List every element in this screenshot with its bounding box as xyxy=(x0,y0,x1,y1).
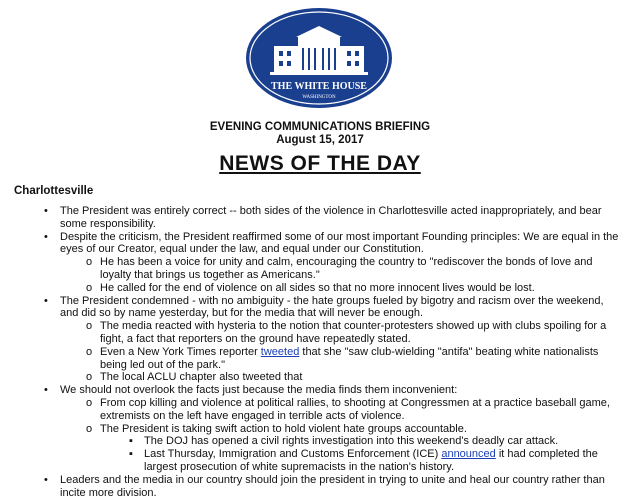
bullet-marker: • xyxy=(44,294,48,307)
bullet-marker: o xyxy=(86,422,93,435)
bullet-marker: • xyxy=(44,473,48,486)
list-item-text: He has been a voice for unity and calm, encouraging the country to "rediscover the bonds of love and loyalty that brings us together as Americans." xyxy=(100,256,593,281)
list-item xyxy=(0,435,640,448)
list-item-text: The President condemned - with no ambiguity - the hate groups fueled by bigotry and racism over the weekend, and did so by name yesterday, but for the media that will never be enough. xyxy=(60,294,604,320)
list-item-text: Last Thursday, Immigration and Customs Enforcement (ICE) xyxy=(144,448,442,461)
list-item xyxy=(0,474,640,499)
bullet-marker: o xyxy=(86,396,93,409)
list-item xyxy=(0,346,640,372)
list-item xyxy=(0,384,640,397)
white-house-seal xyxy=(244,6,394,110)
headline: NEWS OF THE DAY xyxy=(219,152,421,175)
list-item xyxy=(0,295,640,321)
seal-subtitle: WASHINGTON xyxy=(302,95,336,100)
list-item-text: We should not overlook the facts just because the media finds them inconvenient: xyxy=(60,384,458,397)
list-item xyxy=(0,423,640,436)
list-item xyxy=(0,256,640,282)
bullet-marker: • xyxy=(44,230,48,243)
bullet-marker: o xyxy=(86,281,93,294)
list-item-text: The media reacted with hysteria to the notion that counter-protesters showed up with clubs spoiling for a fight, a fact that reporters on the ground have repeatedly stated. xyxy=(100,320,607,345)
list-item xyxy=(0,397,640,423)
section-heading: Charlottesville xyxy=(14,185,94,197)
briefing-title: EVENING COMMUNICATIONS BRIEFING xyxy=(209,121,431,133)
seal-title: THE WHITE HOUSE xyxy=(271,81,367,92)
list-item xyxy=(0,320,640,346)
briefing-date: August 15, 2017 xyxy=(276,134,364,146)
list-item-text: The local ACLU chapter also tweeted that xyxy=(100,371,303,384)
list-item-text: Despite the criticism, the President reaffirmed some of our most important Founding principles: We are equal in the eyes of our Creator, equal under the law, and equal under our Constitution. xyxy=(60,230,619,256)
announced-link[interactable]: announced xyxy=(441,448,496,461)
list-item-text: The President is taking swift action to hold violent hate groups accountable. xyxy=(100,422,467,435)
list-item xyxy=(0,448,640,474)
bullet-marker: ▪ xyxy=(129,435,133,448)
list-item-text: Leaders and the media in our country should join the president in trying to unite and heal our country rather than incite more division. xyxy=(60,473,605,499)
list-item-text: He called for the end of violence on all sides so that no more innocent lives would be lost. xyxy=(100,281,535,294)
bullet-marker: ▪ xyxy=(129,448,133,461)
bullet-marker: o xyxy=(86,345,93,358)
bullet-marker: • xyxy=(44,384,48,397)
list-item xyxy=(0,231,640,257)
bullet-marker: o xyxy=(86,371,93,384)
tweeted-link[interactable]: tweeted xyxy=(260,345,300,358)
list-item xyxy=(0,282,640,295)
bullet-marker: o xyxy=(86,320,93,333)
list-item-text: Even a New York Times reporter xyxy=(100,345,261,358)
list-item-text: From cop killing and violence at political rallies, to shooting at Congressmen at a practice baseball game, extremists on the left have engaged in terrible acts of violence. xyxy=(100,396,610,422)
briefing-list xyxy=(0,205,640,499)
list-item-text: that she "saw club-wielding "antifa" beating white nationalists being led out of the park." xyxy=(100,345,599,371)
list-item xyxy=(0,205,640,231)
bullet-marker: • xyxy=(44,205,48,217)
list-item-text: The President was entirely correct -- both sides of the violence in Charlottesville acted inappropriately, and bear some responsibility. xyxy=(60,205,602,230)
bullet-marker: o xyxy=(86,256,93,269)
list-item xyxy=(0,371,640,384)
list-item-text: The DOJ has opened a civil rights investigation into this weekend's deadly car attack. xyxy=(144,435,559,448)
list-item-text: it had completed the largest prosecution of white supremacists in the nation's history. xyxy=(144,448,598,473)
